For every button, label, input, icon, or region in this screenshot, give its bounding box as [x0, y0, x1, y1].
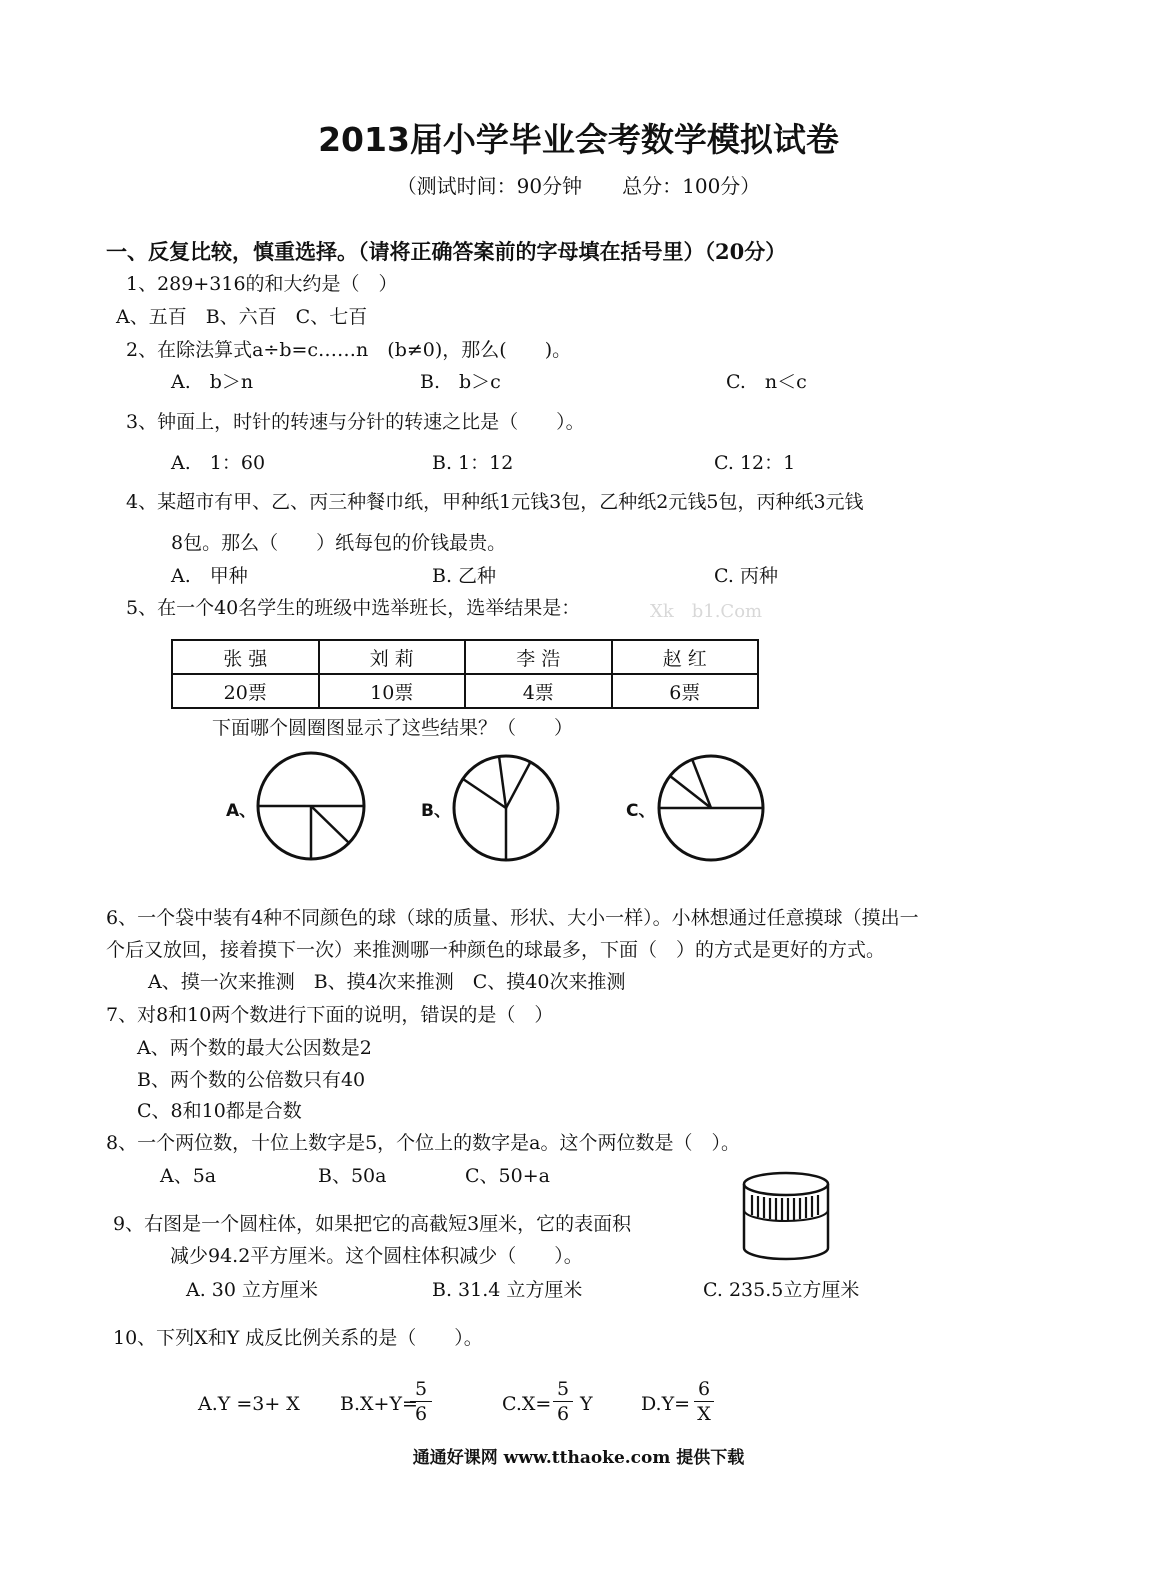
question-9-stem-line1: 9、右图是一个圆柱体，如果把它的高截短3厘米，它的表面积: [113, 1213, 632, 1235]
question-9-option-c: C. 235.5立方厘米: [703, 1279, 860, 1301]
question-8-option-a: A、5a: [160, 1165, 217, 1187]
question-7-stem: 7、对8和10两个数进行下面的说明，错误的是（ ）: [106, 1004, 554, 1026]
vote-count: 6票: [612, 674, 759, 708]
vote-table-names-row: [172, 640, 758, 674]
question-7-option-c: C、8和10都是合数: [137, 1100, 302, 1122]
question-4-option-c: C. 丙种: [714, 565, 778, 587]
question-4-stem-line2: 8包。那么（ ）纸每包的价钱最贵。: [171, 532, 507, 554]
fraction-numerator: 5: [556, 1378, 570, 1400]
question-4-option-b: B. 乙种: [432, 565, 497, 587]
question-3-stem: 3、钟面上，时针的转速与分针的转速之比是（ ）。: [126, 411, 585, 433]
pie-chart-c: [656, 753, 766, 863]
question-10-option-a: A.Y =3+ X: [198, 1393, 300, 1415]
question-10-option-c-prefix: C.X=: [502, 1393, 552, 1415]
candidate-name: 刘 莉: [319, 640, 466, 674]
question-1-options: A、五百 B、六百 C、七百: [116, 306, 368, 328]
fraction-bar: [694, 1401, 714, 1402]
question-2-stem: 2、在除法算式a÷b=c……n (b≠0)，那么( )。: [126, 339, 572, 361]
question-2-option-b: B. b＞c: [420, 371, 501, 393]
page-title: 2013届小学毕业会考数学模拟试卷: [318, 120, 839, 159]
question-10-stem: 10、下列X和Y 成反比例关系的是（ ）。: [113, 1327, 483, 1349]
question-10-option-b-fraction: [410, 1378, 432, 1425]
vote-table-votes-row: [172, 674, 758, 708]
question-8-option-c: C、50+a: [465, 1165, 550, 1187]
question-9-stem-line2: 减少94.2平方厘米。这个圆柱体积减少（ ）。: [170, 1245, 583, 1267]
question-10-option-d-prefix: D.Y=: [641, 1393, 691, 1415]
pie-chart-b: [451, 753, 561, 863]
pie-chart-a: [255, 750, 367, 862]
fraction-numerator: 6: [697, 1378, 711, 1400]
question-2-option-c: C. n＜c: [726, 371, 807, 393]
question-6-options: A、摸一次来推测 B、摸4次来推测 C、摸40次来推测: [148, 971, 626, 993]
fraction-numerator: 5: [414, 1378, 428, 1400]
section-heading: 一、反复比较，慎重选择。（请将正确答案前的字母填在括号里）（20分）: [106, 239, 787, 264]
question-8-stem: 8、一个两位数，十位上数字是5，个位上的数字是a。这个两位数是（ ）。: [106, 1132, 741, 1154]
candidate-name: 张 强: [172, 640, 319, 674]
question-8-option-b: B、50a: [318, 1165, 387, 1187]
question-4-stem-line1: 4、某超市有甲、乙、丙三种餐巾纸，甲种纸1元钱3包，乙种纸2元钱5包，丙种纸3元钱: [126, 491, 864, 513]
vote-count: 4票: [465, 674, 612, 708]
question-10-option-c-fraction: [553, 1378, 573, 1425]
question-1-stem: 1、289+316的和大约是（ ）: [126, 273, 398, 295]
exam-info: （测试时间：90分钟 总分：100分）: [396, 174, 761, 198]
fraction-denominator: 6: [556, 1403, 570, 1425]
question-3-option-b: B. 1：12: [432, 452, 514, 474]
question-2-option-a: A. b＞n: [171, 371, 254, 393]
candidate-name: 赵 红: [612, 640, 759, 674]
question-5-stem: 5、在一个40名学生的班级中选举班长，选举结果是：: [126, 597, 581, 619]
vote-count: 10票: [319, 674, 466, 708]
candidate-name: 李 浩: [465, 640, 612, 674]
question-7-option-b: B、两个数的公倍数只有40: [137, 1069, 366, 1091]
question-9-option-b: B. 31.4 立方厘米: [432, 1279, 583, 1301]
question-6-stem-line1: 6、一个袋中装有4种不同颜色的球（球的质量、形状、大小一样）。小林想通过任意摸球（摸出一: [106, 907, 919, 929]
question-4-option-a: A. 甲种: [171, 565, 248, 587]
vote-count: 20票: [172, 674, 319, 708]
question-7-option-a: A、两个数的最大公因数是2: [137, 1037, 372, 1059]
question-5-prompt: 下面哪个圆圈图显示了这些结果？（ ）: [212, 717, 574, 739]
fraction-bar: [553, 1401, 573, 1402]
footer-credit: 通通好课网 www.tthaoke.com 提供下载: [412, 1448, 745, 1468]
question-10-option-b-prefix: B.X+Y=: [340, 1393, 418, 1415]
pie-b-label: B、: [421, 801, 451, 821]
cylinder-figure: [740, 1170, 832, 1264]
vote-table: [171, 639, 759, 709]
fraction-denominator: 6: [414, 1403, 428, 1425]
question-3-option-c: C. 12：1: [714, 452, 796, 474]
pie-a-label: A、: [226, 801, 257, 821]
fraction-bar: [410, 1401, 432, 1402]
fraction-denominator: X: [697, 1403, 711, 1425]
question-3-option-a: A. 1：60: [171, 452, 266, 474]
question-10-option-c-suffix: Y: [580, 1393, 593, 1415]
question-9-option-a: A. 30 立方厘米: [186, 1279, 319, 1301]
question-6-stem-line2: 个后又放回，接着摸下一次）来推测哪一种颜色的球最多，下面（ ）的方式是更好的方式。: [106, 939, 886, 961]
pie-c-label: C、: [626, 801, 656, 821]
watermark-text: Xk b1.Com: [650, 601, 763, 622]
question-10-option-d-fraction: [694, 1378, 714, 1425]
